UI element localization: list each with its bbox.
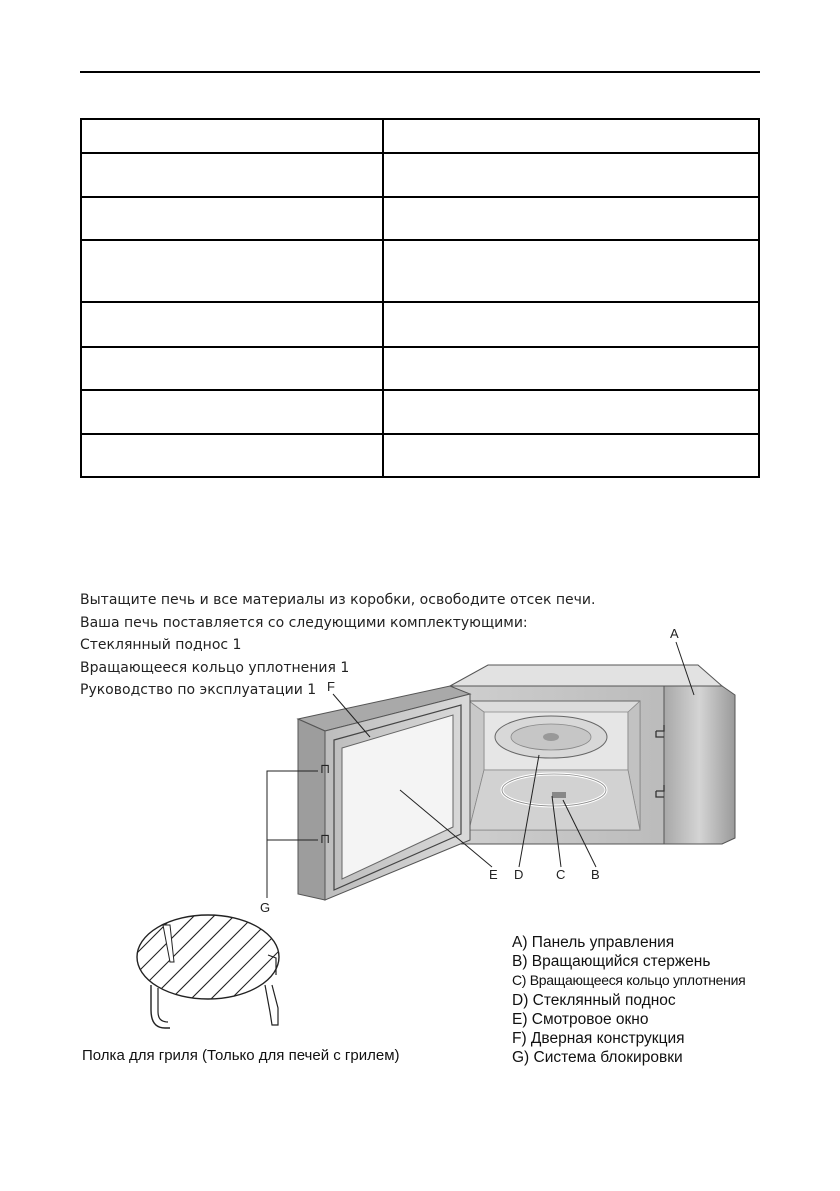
control-panel <box>664 686 735 844</box>
parts-legend <box>512 933 745 1067</box>
intro-line: Вытащите печь и все материалы из коробки, освободите отсек печи. <box>80 592 596 608</box>
legend-item: G) Система блокировки <box>512 1049 683 1067</box>
label-e: E <box>489 867 498 882</box>
intro-line: Вращающееся кольцо уплотнения 1 <box>80 659 350 676</box>
rotating-shaft <box>552 792 566 798</box>
legend-item: E) Смотровое окно <box>512 1010 649 1028</box>
label-a: A <box>670 626 679 641</box>
grill-rack-illustration <box>120 900 295 1028</box>
intro-line: Ваша печь поставляется со следующими комплектующими: <box>80 614 528 631</box>
legend-item: F) Дверная конструкция <box>512 1030 685 1048</box>
microwave-body <box>450 665 735 844</box>
intro-line: Руководство по эксплуатации 1 <box>80 682 317 698</box>
legend-item: A) Панель управления <box>512 934 675 951</box>
latch-hook-icon: ⊓ <box>320 761 331 776</box>
label-c: C <box>556 867 566 882</box>
intro-line: Стеклянный поднос 1 <box>80 637 242 653</box>
door-assembly <box>298 686 470 900</box>
legend-item: C) Вращающееся кольцо уплотнения <box>512 972 746 989</box>
legend-item: B) Вращающийся стержень <box>512 953 711 971</box>
grill-rack-caption: Полка для гриля (Только для печей с грилем) <box>82 1047 400 1064</box>
label-g: G <box>260 900 271 915</box>
label-f: F <box>327 679 335 694</box>
label-b: B <box>591 867 600 882</box>
latch-hook-icon: ⊓ <box>320 831 331 846</box>
label-d: D <box>514 867 524 882</box>
legend-item: D) Стеклянный поднос <box>512 991 676 1009</box>
